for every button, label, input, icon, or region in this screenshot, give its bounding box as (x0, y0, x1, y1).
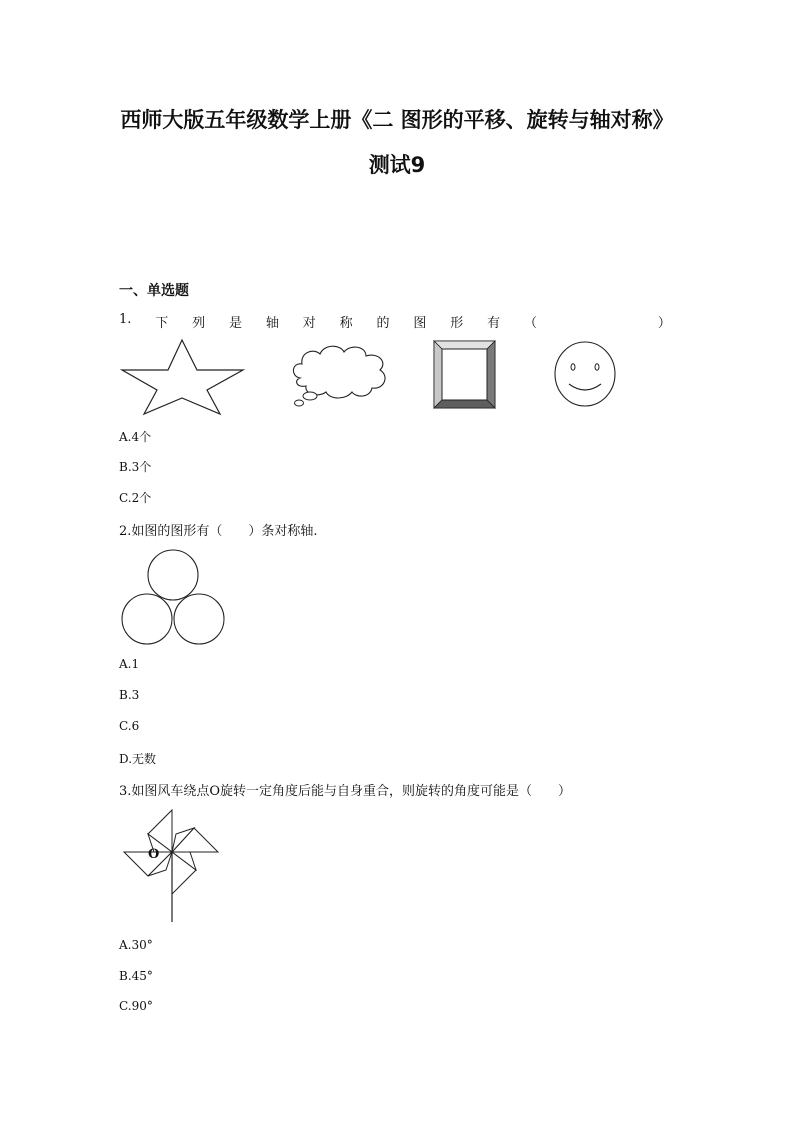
q1-char: 形 (450, 316, 464, 331)
q1-char: 对 (302, 316, 316, 331)
q2-option-a[interactable]: A.1 (119, 657, 140, 671)
q1-char: 称 (339, 316, 353, 331)
q2-option-d[interactable]: D.无数 (119, 752, 157, 766)
frame-figure (433, 340, 497, 410)
q3-option-a[interactable]: A.30° (119, 938, 153, 952)
q1-char: 轴 (265, 316, 279, 331)
question-1-stem (119, 312, 671, 331)
question-3-stem: 3.如图风车绕点O旋转一定角度后能与自身重合，则旋转的角度可能是（ ） (119, 784, 572, 799)
q1-char: ） (657, 316, 671, 331)
smiley-face-figure (553, 340, 617, 408)
page-subtitle: 测试9 (368, 153, 426, 177)
q1-char: （ (524, 316, 538, 331)
q1-char: 的 (376, 316, 390, 331)
q1-char: 1. (119, 312, 132, 327)
q1-char: 图 (413, 316, 427, 331)
pinwheel-figure (120, 806, 224, 926)
section-heading: 一、单选题 (119, 283, 189, 299)
q1-char: 有 (487, 316, 501, 331)
q1-char: 下 (155, 316, 169, 331)
page-title: 西师大版五年级数学上册《二 图形的平移、旋转与轴对称》 (120, 108, 674, 132)
star-figure (120, 338, 246, 416)
q2-option-b[interactable]: B.3 (119, 688, 140, 702)
q1-char: 列 (192, 316, 206, 331)
q3-option-b[interactable]: B.45° (119, 969, 153, 983)
q1-char: 是 (229, 316, 243, 331)
q1-option-b[interactable]: B.3个 (119, 460, 152, 474)
q3-option-c[interactable]: C.90° (119, 999, 153, 1013)
q1-option-a[interactable]: A.4个 (119, 430, 152, 444)
question-2-stem: 2.如图的图形有（ ）条对称轴. (119, 524, 318, 539)
q2-option-c[interactable]: C.6 (119, 719, 140, 733)
point-o-label: O (148, 847, 160, 862)
q1-option-c[interactable]: C.2个 (119, 491, 152, 505)
thought-cloud-figure (286, 340, 394, 412)
three-circles-figure (120, 548, 228, 646)
